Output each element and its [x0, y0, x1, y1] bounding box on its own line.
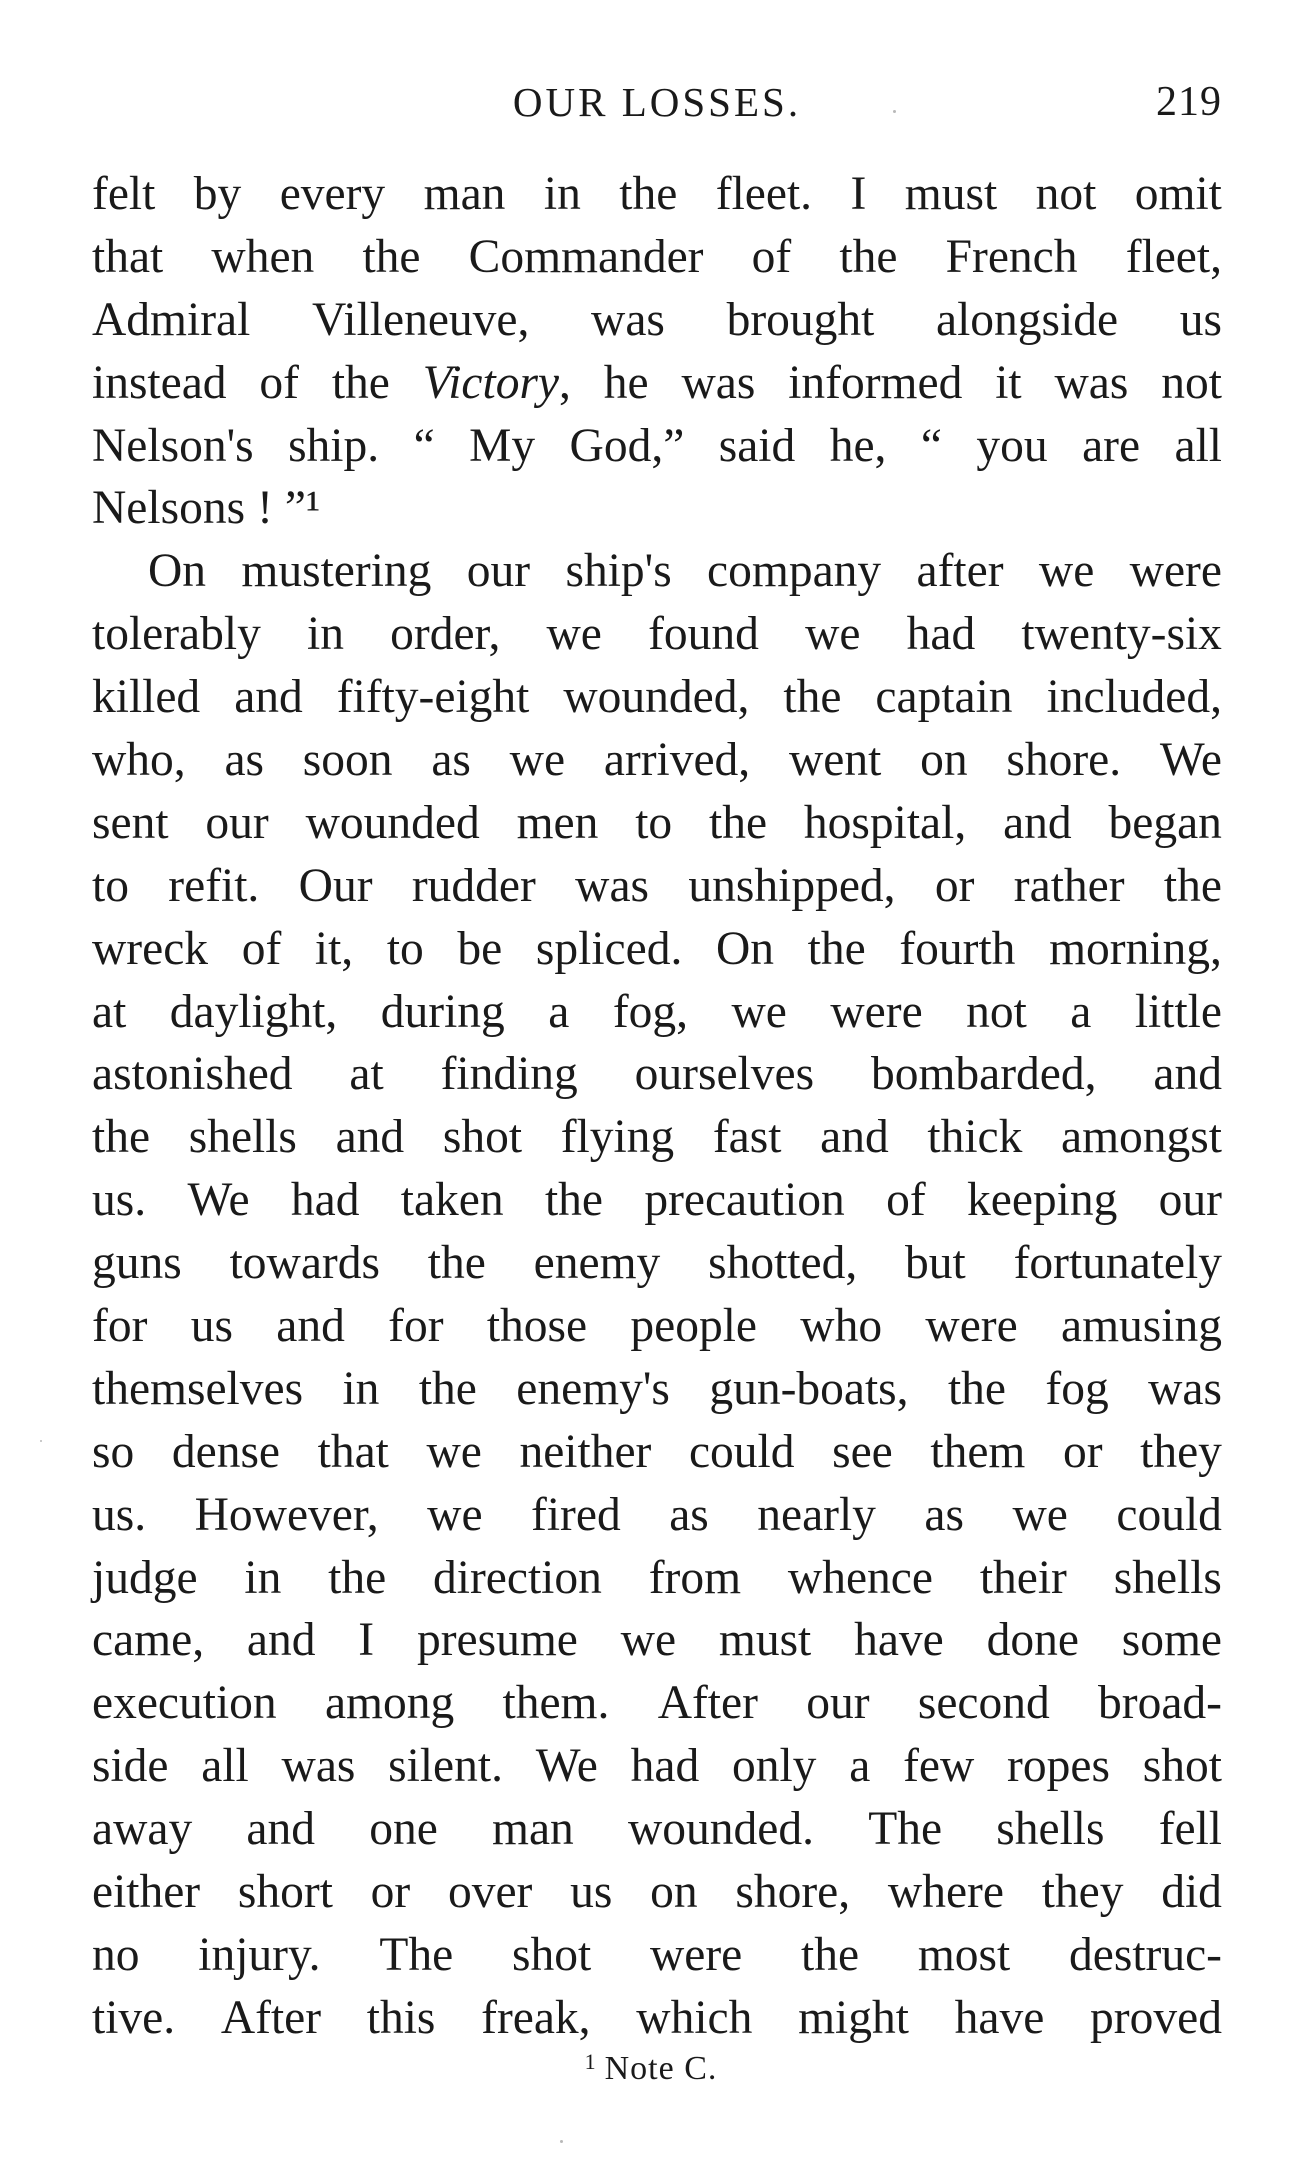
text-line — [92, 1547, 1222, 1610]
word: and — [276, 1300, 345, 1353]
text-line — [92, 226, 1222, 289]
word: in — [342, 1362, 380, 1415]
word: freak, — [481, 1991, 591, 2044]
word: Commander — [468, 230, 704, 283]
word: they — [1140, 1425, 1222, 1478]
word: were — [830, 985, 923, 1038]
word: the — [92, 1111, 151, 1164]
word: was — [681, 356, 756, 409]
word: us — [1179, 293, 1222, 346]
word: came, — [92, 1614, 205, 1667]
word: ourselves — [634, 1048, 815, 1101]
word: shot — [511, 1928, 592, 1981]
word: but — [905, 1237, 966, 1290]
word: for — [92, 1300, 148, 1353]
word: them — [930, 1425, 1026, 1478]
word: company — [707, 545, 882, 598]
word: “ — [413, 419, 435, 472]
text-line — [92, 729, 1222, 792]
word: could — [688, 1425, 795, 1478]
word: or — [1062, 1425, 1103, 1478]
word: “ — [920, 419, 942, 472]
word: the — [331, 356, 390, 409]
word: we — [731, 985, 787, 1038]
word: must — [904, 168, 998, 220]
word: French — [945, 230, 1078, 283]
word: rudder — [411, 859, 536, 912]
word: we — [509, 734, 566, 787]
word: we — [620, 1614, 677, 1667]
word: We — [187, 1174, 250, 1227]
text-line — [92, 1358, 1222, 1421]
word: little — [1134, 985, 1222, 1038]
word: had — [290, 1174, 360, 1227]
word: was — [575, 859, 650, 912]
word: daylight, — [169, 985, 338, 1038]
word: mustering — [241, 545, 432, 598]
word: not — [966, 985, 1027, 1038]
word: he — [603, 356, 649, 409]
text-line — [92, 1609, 1222, 1672]
word: during — [380, 985, 505, 1038]
text-line — [92, 1924, 1222, 1987]
word: by — [193, 168, 242, 220]
word: we — [546, 608, 602, 661]
word: all — [1174, 419, 1222, 472]
word: instead — [92, 356, 227, 409]
paper-speck — [40, 1440, 42, 1442]
word: refit. — [168, 859, 260, 912]
word: I — [850, 168, 867, 220]
word: twenty-six — [1021, 608, 1222, 661]
text-line — [92, 1861, 1222, 1924]
running-header — [92, 72, 1222, 132]
word: amongst — [1061, 1111, 1222, 1164]
word: shells — [996, 1803, 1105, 1856]
body-text — [92, 163, 1222, 2050]
word: said — [718, 419, 796, 472]
word: fortunately — [1013, 1237, 1222, 1290]
word: so — [92, 1425, 135, 1478]
word: our — [466, 545, 531, 598]
word: included, — [1046, 671, 1222, 724]
word: and — [335, 1111, 405, 1164]
footnote — [0, 2038, 1302, 2093]
word: sent — [92, 796, 169, 849]
word: we — [426, 1425, 482, 1478]
word: our — [806, 1677, 870, 1730]
word: did — [1161, 1866, 1222, 1919]
word: Villeneuve, — [311, 293, 530, 346]
word: as — [431, 734, 471, 787]
text-line — [92, 352, 1222, 415]
word: felt — [92, 168, 156, 220]
word: only — [731, 1740, 817, 1793]
word: he, — [829, 419, 887, 472]
word: some — [1121, 1614, 1222, 1667]
word: must — [718, 1614, 812, 1667]
word: shells — [188, 1111, 297, 1164]
word: and — [1003, 796, 1072, 849]
word: where — [887, 1866, 1004, 1919]
word: tolerably — [92, 608, 261, 661]
word: killed — [92, 671, 201, 724]
text-line — [92, 1106, 1222, 1169]
word: from — [648, 1551, 742, 1604]
paper-speck — [893, 110, 896, 113]
word: were — [1129, 545, 1222, 598]
word: one — [369, 1803, 438, 1856]
text-line — [92, 666, 1222, 729]
word: we — [805, 608, 861, 661]
word: all — [201, 1740, 249, 1793]
word: the — [947, 1362, 1006, 1415]
word: fog, — [612, 985, 689, 1038]
word: are — [1082, 419, 1141, 472]
word: could — [1116, 1488, 1222, 1541]
word: After — [657, 1677, 758, 1730]
word: the — [619, 168, 678, 220]
word: fired — [531, 1488, 621, 1541]
word: of — [241, 922, 282, 975]
text-line — [92, 1421, 1222, 1484]
word: was — [1148, 1362, 1222, 1415]
text-line — [92, 163, 1222, 226]
word: have — [954, 1991, 1045, 2044]
word: few — [903, 1740, 975, 1793]
word: or — [370, 1866, 411, 1919]
page-number: 219 — [1156, 79, 1222, 125]
text-line — [92, 1798, 1222, 1861]
word: were — [925, 1300, 1018, 1353]
word: soon — [302, 734, 393, 787]
word: wounded — [305, 796, 480, 849]
word: every — [279, 168, 386, 220]
word: destruc- — [1069, 1928, 1222, 1981]
word: the — [328, 1551, 387, 1604]
word: direction — [433, 1551, 602, 1604]
word: wreck — [92, 922, 209, 975]
word: people — [630, 1300, 757, 1353]
text-line — [92, 792, 1222, 855]
word: that — [92, 230, 164, 283]
word: Admiral — [92, 293, 251, 346]
word: My — [469, 419, 536, 472]
word: shore, — [735, 1866, 851, 1919]
word: tive. — [92, 1991, 176, 2044]
word: a — [548, 985, 570, 1038]
word: amusing — [1061, 1300, 1222, 1353]
text-line — [92, 1169, 1222, 1232]
word: On — [715, 922, 775, 975]
word: to — [635, 796, 673, 849]
word: gun-boats, — [709, 1362, 909, 1415]
word: began — [1108, 796, 1222, 849]
word: fell — [1158, 1803, 1222, 1856]
word: whence — [787, 1551, 933, 1604]
text-line — [92, 603, 1222, 666]
word: a — [1070, 985, 1092, 1038]
text-line — [92, 1484, 1222, 1547]
word: was — [281, 1740, 356, 1793]
word: injury. — [198, 1928, 321, 1981]
word: on — [650, 1866, 698, 1919]
word: in — [244, 1551, 282, 1604]
word: second — [917, 1677, 1050, 1730]
word: proved — [1090, 1991, 1222, 2044]
text-line — [92, 477, 1222, 540]
text-line — [92, 1735, 1222, 1798]
word: order, — [390, 608, 501, 661]
text-line — [92, 415, 1222, 478]
word: on — [920, 734, 968, 787]
text-line — [92, 289, 1222, 352]
word: man — [423, 168, 506, 220]
word: who — [800, 1300, 883, 1353]
word: who, — [92, 734, 186, 787]
word: our — [1158, 1174, 1222, 1227]
word: which — [636, 1991, 753, 2044]
word: not — [1035, 168, 1097, 220]
word: a — [849, 1740, 871, 1793]
text-line — [92, 1295, 1222, 1358]
word: the — [839, 230, 898, 283]
word: the — [807, 922, 866, 975]
word: to — [386, 922, 424, 975]
word: they — [1041, 1866, 1124, 1919]
text-line — [92, 1043, 1222, 1106]
word: and — [820, 1111, 889, 1164]
word: at — [349, 1048, 384, 1101]
word: unshipped, — [688, 859, 896, 912]
word: I — [358, 1614, 375, 1667]
word: silent. — [388, 1740, 503, 1793]
word: not — [1161, 356, 1222, 409]
word: shot — [442, 1111, 523, 1164]
word: neither — [519, 1425, 652, 1478]
word: fleet, — [1125, 230, 1222, 283]
word: The — [379, 1928, 454, 1981]
text-line — [92, 855, 1222, 918]
word: On — [148, 545, 207, 598]
word: as — [224, 734, 265, 787]
word: enemy — [533, 1237, 661, 1290]
word: broad- — [1098, 1677, 1222, 1730]
word: the — [801, 1928, 860, 1981]
word: fast — [712, 1111, 782, 1164]
word: wounded. — [628, 1803, 815, 1856]
word: the — [427, 1237, 486, 1290]
word: were — [649, 1928, 743, 1981]
text-line — [92, 918, 1222, 981]
word: it, — [314, 922, 354, 975]
word: astonished — [92, 1048, 293, 1101]
word: this — [366, 1991, 436, 2044]
paper-speck — [560, 2140, 563, 2143]
word: away — [92, 1803, 193, 1856]
word: ! — [257, 482, 273, 535]
word: for — [388, 1300, 444, 1353]
word: no — [92, 1928, 140, 1981]
word: spliced. — [535, 922, 683, 975]
word: Victory, — [422, 356, 571, 409]
word: had — [630, 1740, 700, 1793]
word: alongside — [935, 293, 1119, 346]
word: and — [234, 671, 303, 724]
word: towards — [229, 1237, 380, 1290]
word: guns — [92, 1237, 182, 1290]
word: and — [246, 1614, 316, 1667]
word: it — [995, 356, 1022, 409]
word: either — [92, 1866, 201, 1919]
text-line — [92, 540, 1222, 603]
word: the — [362, 230, 421, 283]
word: was — [591, 293, 665, 346]
word: finding — [440, 1048, 578, 1101]
word: short — [237, 1866, 333, 1919]
word: shore. — [1006, 734, 1122, 787]
word: fifty-eight — [336, 671, 530, 724]
word: us. — [92, 1488, 147, 1541]
word: ship. — [288, 419, 380, 472]
word: precaution — [644, 1174, 845, 1227]
word: informed — [788, 356, 963, 409]
word: after — [916, 545, 1004, 598]
word: to — [92, 859, 129, 912]
word: Nelson's — [92, 419, 254, 472]
word: omit — [1134, 168, 1222, 220]
word: captain — [875, 671, 1013, 724]
word: hospital, — [803, 796, 967, 849]
word: shot — [1142, 1740, 1222, 1793]
word: rather — [1013, 859, 1125, 912]
word: of — [886, 1174, 926, 1227]
word: taken — [400, 1174, 504, 1227]
word: us. — [92, 1174, 147, 1227]
word: fourth — [899, 922, 1016, 975]
word: men — [516, 796, 599, 849]
word: man — [492, 1803, 574, 1856]
word: bombarded, — [870, 1048, 1097, 1101]
word: execution — [92, 1677, 277, 1730]
word: of — [259, 356, 299, 409]
word: the — [1163, 859, 1222, 912]
word: Nelsons — [92, 482, 246, 535]
running-title: OUR LOSSES. — [512, 79, 802, 125]
text-line — [92, 1232, 1222, 1295]
word: nearly — [757, 1488, 876, 1541]
word: side — [92, 1740, 169, 1793]
word: we — [1038, 545, 1095, 598]
word: as — [669, 1488, 709, 1541]
word: their — [979, 1551, 1067, 1604]
word: and — [246, 1803, 316, 1856]
word: over — [447, 1866, 533, 1919]
word: shells — [1113, 1551, 1222, 1604]
word: at — [92, 985, 127, 1038]
word: presume — [416, 1614, 578, 1667]
word: dense — [171, 1425, 281, 1478]
word: ”¹ — [284, 482, 321, 535]
footnote-marker: 1 — [584, 2049, 597, 2074]
word: us — [570, 1866, 613, 1919]
word: the — [709, 796, 768, 849]
word: However, — [194, 1488, 379, 1541]
word: had — [906, 608, 976, 661]
word: keeping — [966, 1174, 1118, 1227]
word: as — [924, 1488, 964, 1541]
word: of — [751, 230, 792, 283]
word: wounded, — [563, 671, 750, 724]
word: and — [1153, 1048, 1222, 1101]
word: you — [976, 419, 1048, 472]
word: found — [648, 608, 759, 661]
footnote-text: Note C. — [604, 2050, 718, 2087]
word: that — [317, 1425, 389, 1478]
word: judge — [92, 1551, 198, 1604]
word: Our — [298, 859, 373, 912]
word: morning, — [1049, 922, 1222, 975]
word: was — [1054, 356, 1129, 409]
word: fog — [1045, 1362, 1109, 1415]
word: went — [788, 734, 882, 787]
word: We — [1159, 734, 1222, 787]
word: the — [544, 1174, 603, 1227]
word: arrived, — [603, 734, 751, 787]
text-line — [92, 1672, 1222, 1735]
word: our — [205, 796, 269, 849]
word: shotted, — [708, 1237, 858, 1290]
word: we — [427, 1488, 483, 1541]
word: themselves — [92, 1362, 304, 1415]
word: might — [798, 1991, 909, 2044]
word: most — [917, 1928, 1011, 1981]
word: we — [1012, 1488, 1068, 1541]
word: them. — [502, 1677, 610, 1730]
word: the — [418, 1362, 477, 1415]
word: After — [220, 1991, 322, 2044]
word: us — [190, 1300, 233, 1353]
word: see — [832, 1425, 893, 1478]
word: the — [783, 671, 842, 724]
word: brought — [726, 293, 875, 346]
word: We — [535, 1740, 598, 1793]
word: when — [211, 230, 315, 283]
word: in — [543, 168, 581, 220]
word: have — [854, 1614, 944, 1667]
word: those — [486, 1300, 588, 1353]
word: done — [986, 1614, 1079, 1667]
word: fleet. — [715, 168, 813, 220]
word: or — [934, 859, 975, 912]
word: God,” — [569, 419, 685, 472]
text-line — [92, 981, 1222, 1044]
word: in — [307, 608, 344, 661]
word: be — [457, 922, 503, 975]
word: flying — [560, 1111, 675, 1164]
word: ropes — [1007, 1740, 1110, 1793]
word: among — [324, 1677, 455, 1730]
word: enemy's — [516, 1362, 670, 1415]
word: The — [868, 1803, 943, 1856]
word: thick — [927, 1111, 1023, 1164]
word: ship's — [565, 545, 672, 598]
